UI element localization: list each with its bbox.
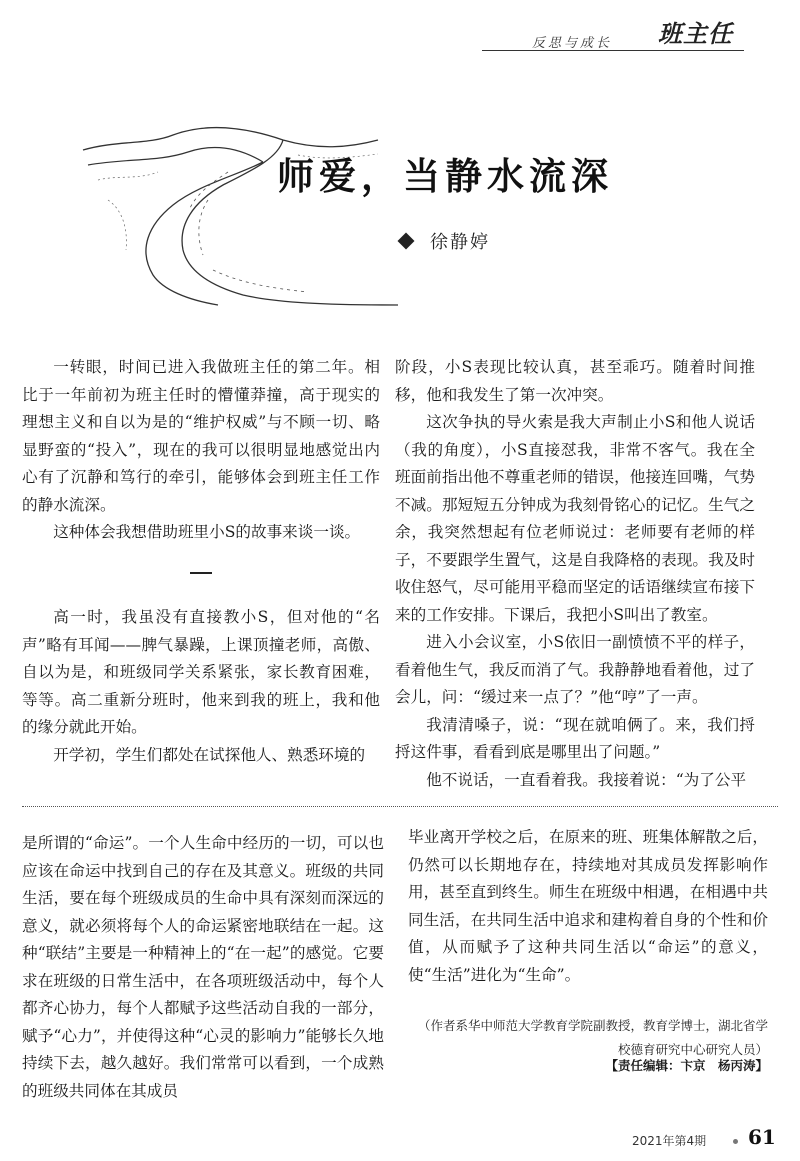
magazine-logo-text: 班主任: [658, 19, 733, 48]
paragraph: 高一时，我虽没有直接教小S，但对他的“名声”略有耳闻——脾气暴躁，上课顶撞老师，高傲、自以为是，和班级同学关系紧张，家长教育困难，等等。高二重新分班时，他来到我的班上，我和他的缘分就此开始。: [22, 608, 380, 736]
author-name: 徐静婷: [430, 232, 490, 253]
paragraph: 阶段，小S表现比较认真，甚至乖巧。随着时间推移，他和我发生了第一次冲突。: [395, 358, 755, 404]
article-author: [400, 228, 490, 254]
paragraph: 这次争执的导火索是我大声制止小S和他人说话（我的角度），小S直接怼我，非常不客气。我在全班面前指出他不尊重老师的错误，他接连回嘴，气势不减。那短短五分钟成为我刻骨铭心的记忆。生气之余，我突然想起有位老师说过：老师要有老师的样子，不要跟学生置气，这是自我降格的表现。我及时收住怒气，尽可能用平稳而坚定的话语继续宣布接下来的工作安排。下课后，我把小S叫出了教室。: [395, 413, 755, 624]
section-number-dash: [190, 572, 212, 574]
author-note: （作者系华中师范大学教育学院副教授，教育学博士，湖北省学校德育研究中心研究人员）: [417, 1018, 768, 1057]
section-number: [22, 547, 380, 605]
page-number: 61: [748, 1125, 776, 1149]
river-illustration: [78, 110, 408, 310]
running-header-section: 反思与成长: [532, 36, 613, 51]
body-column-left: [22, 354, 380, 769]
article-title: 师爱，当静水流深: [277, 154, 613, 198]
body-column-right: [395, 354, 755, 794]
paragraph: 进入小会议室，小S依旧一副愤愤不平的样子，看着他生气，我反而消了气。我静静地看着他，过了会儿，问：“缓过来一点了？”他“哼”了一声。: [395, 633, 755, 706]
paragraph: 这种体会我想借助班里小S的故事来谈一谈。: [53, 523, 361, 541]
continued-column-right: [408, 824, 768, 989]
dotted-separator: [22, 806, 778, 807]
responsible-editor: 【责任编辑：卞京 杨丙涛】: [605, 1058, 768, 1073]
paragraph: 毕业离开学校之后，在原来的班、班集体解散之后，仍然可以长期地存在，持续地对其成员发挥影响作用，甚至直到终生。师生在班级中相遇，在相遇中共同生活，在共同生活中追求和建构着自身的个性和价值，从而赋予了这种共同生活以“命运”的意义，使“生活”进化为“生命”。: [408, 828, 768, 984]
paragraph: 我清清嗓子，说：“现在就咱俩了。来，我们捋捋这件事，看看到底是哪里出了问题。”: [395, 715, 755, 761]
paragraph: 他不说话，一直看着我。我接着说：“为了公平: [426, 770, 747, 789]
paragraph: 开学初，学生们都处在试探他人、熟悉环境的: [53, 745, 366, 764]
diamond-bullet-icon: [398, 233, 415, 250]
magazine-logo: [658, 14, 758, 50]
continued-column-left: [22, 830, 384, 1105]
footer-dot-icon: [733, 1139, 738, 1144]
header-rule: [482, 50, 744, 51]
paragraph: 是所谓的“命运”。一个人生命中经历的一切，可以也应该在命运中找到自己的存在及其意义。班级的共同生活，要在每个班级成员的生命中具有深刻而深远的意义，就必须将每个人的命运紧密地联结在一起。这种“联结”主要是一种精神上的“在一起”的感觉。它要求在班级的日常生活中，在各项班级活动中，每个人都齐心协力，每个人都赋予这些活动自我的一部分，赋予“心力”，并使得这种“心灵的影响力”能够长久地持续下去，越久越好。我们常常可以看到，一个成熟的班级共同体在其成员: [22, 834, 384, 1100]
issue-label: 2021年第4期: [632, 1134, 707, 1148]
paragraph: 一转眼，时间已进入我做班主任的第二年。相比于一年前初为班主任时的懵懂莽撞，高于现实的理想主义和自以为是的“维护权威”与不顾一切、略显野蛮的“投入”，现在的我可以很明显地感觉出内心有了沉静和笃行的牵引，能够体会到班主任工作的静水流深。: [22, 358, 380, 514]
